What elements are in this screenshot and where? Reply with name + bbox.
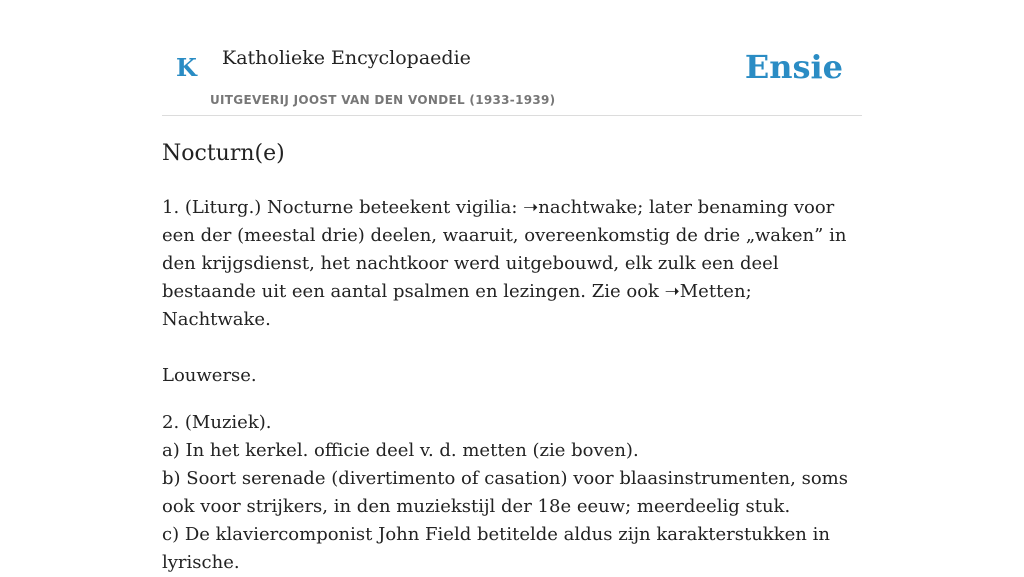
section-2-item-b: b) Soort serenade (divertimento of casation) voor blaasinstrumenten, soms ook voor strijkers, in den muziekstijl der 18e eeuw; meerdeelig stuk. [162,468,848,517]
link-nachtwake[interactable]: ➝nachtwake [523,197,638,218]
site-header [162,40,862,116]
author-signature: Louwerse. [162,365,257,386]
section-1-text: ; Nachtwake. [162,281,752,330]
article-body [162,138,862,577]
section-2 [162,409,862,577]
section-1-text: ; later benaming voor een der (meestal drie) deelen, waaruit, overeenkomstig de drie „waken” in den krijgsdienst, het nachtkoor werd uitgebouwd, elk zulk een deel bestaande uit een aantal psalmen en lezingen. Zie ook [162,197,847,302]
section-2-heading: 2. (Muziek). [162,412,272,433]
section-2-item-a: a) In het kerkel. officie deel v. d. metten (zie boven). [162,440,639,461]
article-title: Nocturn(e) [162,141,285,166]
publisher-subtitle: UITGEVERIJ JOOST VAN DEN VONDEL (1933-1939) [210,93,556,107]
section-2-item-c: c) De klaviercomponist John Field betitelde aldus zijn karakterstukken in lyrische. [162,524,830,573]
section-1-text: 1. (Liturg.) Nocturne beteekent vigilia: [162,197,524,218]
k-logo-icon[interactable]: K [176,53,197,82]
ensie-brand-logo[interactable]: Ensie [744,48,843,86]
link-metten[interactable]: ➝Metten [664,281,746,302]
site-title[interactable]: Katholieke Encyclopaedie [222,47,471,69]
section-1-paragraph [162,194,862,334]
